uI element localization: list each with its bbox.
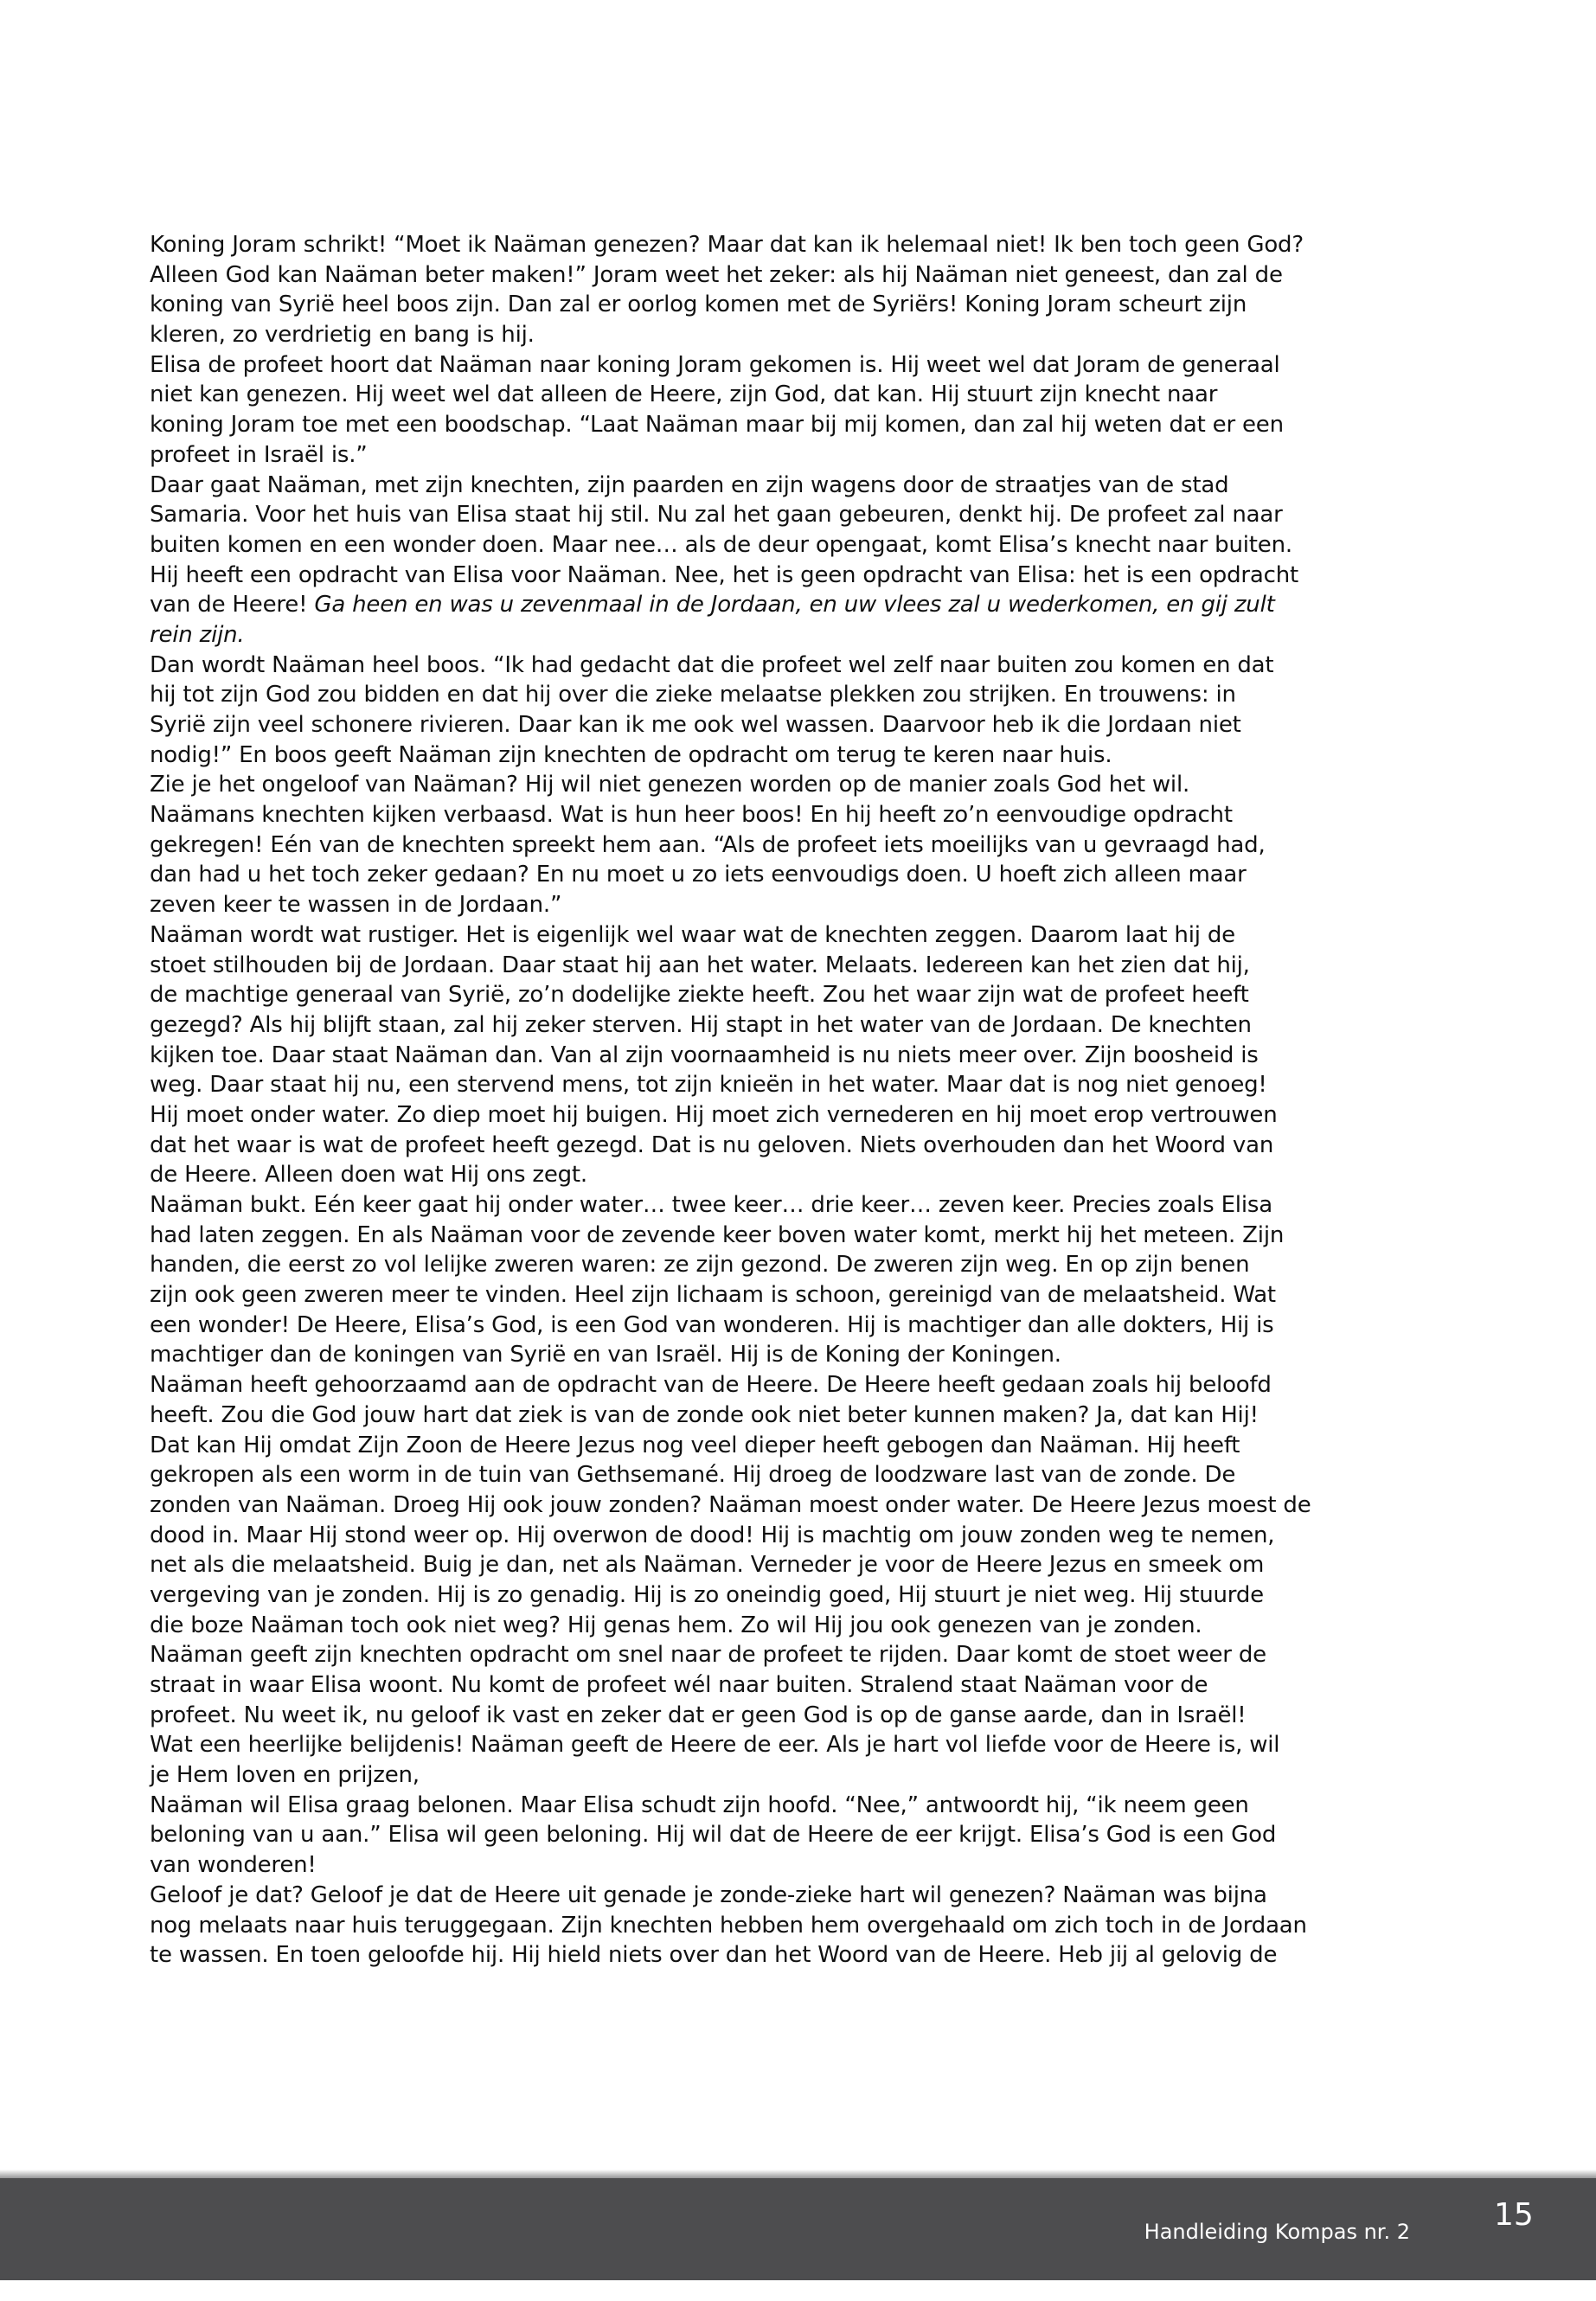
text-line bbox=[150, 1250, 1447, 1280]
text-line-regular: Naäman geeft zijn knechten opdracht om snel naar de profeet te rijden. Daar komt de stoet weer de bbox=[150, 1642, 1266, 1669]
text-line bbox=[150, 1701, 1447, 1731]
text-line-regular: handen, die eerst zo vol lelijke zweren waren: ze zijn gezond. De zweren zijn weg. En op zijn benen bbox=[150, 1252, 1250, 1279]
text-line bbox=[150, 1791, 1447, 1821]
text-line bbox=[150, 1460, 1447, 1490]
text-line-regular: buiten komen en een wonder doen. Maar nee… als de deur opengaat, komt Elisa’s knecht naar buiten. bbox=[150, 531, 1292, 558]
text-line-regular: kijken toe. Daar staat Naäman dan. Van al zijn voornaamheid is nu niets meer over. Zijn boosheid is bbox=[150, 1042, 1259, 1068]
text-line-regular: kleren, zo verdrietig en bang is hij. bbox=[150, 322, 535, 349]
text-line bbox=[150, 1611, 1447, 1641]
text-line-regular: Hij moet onder water. Zo diep moet hij buigen. Hij moet zich vernederen en hij moet erop vertrouwen bbox=[150, 1101, 1278, 1128]
text-line bbox=[150, 410, 1447, 440]
text-line bbox=[150, 1010, 1447, 1041]
text-line-regular: Dan wordt Naäman heel boos. “Ik had gedacht dat die profeet wel zelf naar buiten zou komen en dat bbox=[150, 651, 1274, 678]
text-line bbox=[150, 290, 1447, 320]
text-line bbox=[150, 260, 1447, 291]
text-line-regular: nodig!” En boos geeft Naäman zijn knechten de opdracht om terug te keren naar huis. bbox=[150, 741, 1112, 768]
text-line-regular: die boze Naäman toch ook niet weg? Hij genas hem. Zo wil Hij jou ook genezen van je zonden. bbox=[150, 1612, 1202, 1638]
text-line bbox=[150, 1490, 1447, 1521]
footer-title: Handleiding Kompas nr. 2 bbox=[1144, 2220, 1410, 2244]
text-line bbox=[150, 770, 1447, 800]
text-line bbox=[150, 380, 1447, 410]
text-line-regular: stoet stilhouden bij de Jordaan. Daar staat hij aan het water. Melaats. Iedereen kan het zien dat hij, bbox=[150, 952, 1250, 978]
text-line bbox=[150, 500, 1447, 530]
text-line bbox=[150, 1580, 1447, 1611]
text-line-regular: gekropen als een worm in de tuin van Gethsemané. Hij droeg de loodzware last van de zonde. De bbox=[150, 1462, 1236, 1489]
text-line bbox=[150, 951, 1447, 981]
text-line-regular: Dat kan Hij omdat Zijn Zoon de Heere Jezus nog veel dieper heeft gebogen dan Naäman. Hij heeft bbox=[150, 1432, 1240, 1458]
text-line-regular: Syrië zijn veel schonere rivieren. Daar kan ik me ook wel wassen. Daarvoor heb ik die Jordaan niet bbox=[150, 712, 1241, 738]
text-line bbox=[150, 680, 1447, 710]
text-line bbox=[150, 1911, 1447, 1941]
text-line bbox=[150, 890, 1447, 920]
text-line-regular: zeven keer te wassen in de Jordaan.” bbox=[150, 892, 562, 919]
text-line-regular: een wonder! De Heere, Elisa’s God, is een God van wonderen. Hij is machtiger dan alle dokters, Hij is bbox=[150, 1311, 1274, 1338]
body-text bbox=[150, 230, 1447, 1971]
text-line bbox=[150, 590, 1447, 620]
text-line bbox=[150, 1881, 1447, 1911]
text-line bbox=[150, 1340, 1447, 1370]
text-line-regular: gezegd? Als hij blijft staan, zal hij zeker sterven. Hij stapt in het water van de Jordaan. De knechten bbox=[150, 1011, 1252, 1038]
text-line-regular: Elisa de profeet hoort dat Naäman naar koning Joram gekomen is. Hij weet wel dat Joram de generaal bbox=[150, 351, 1280, 378]
text-line-regular: dat het waar is wat de profeet heeft gezegd. Dat is nu geloven. Niets overhouden dan het Woord van bbox=[150, 1131, 1274, 1158]
text-line-regular: Koning Joram schrikt! “Moet ik Naäman genezen? Maar dat kan ik helemaal niet! Ik ben toch geen God? bbox=[150, 232, 1304, 258]
text-line bbox=[150, 1100, 1447, 1131]
text-line bbox=[150, 1221, 1447, 1251]
text-line-regular: Alleen God kan Naäman beter maken!” Joram weet het zeker: als hij Naäman niet geneest, dan zal de bbox=[150, 261, 1283, 288]
text-line-regular: gekregen! Eén van de knechten spreekt hem aan. “Als de profeet iets moeilijks van u gevraagd had, bbox=[150, 831, 1266, 858]
text-line bbox=[150, 1370, 1447, 1400]
text-line-regular: je Hem loven en prijzen, bbox=[150, 1762, 420, 1789]
text-line bbox=[150, 1041, 1447, 1071]
page-number: 15 bbox=[1494, 2197, 1534, 2233]
text-line-regular: Naäman heeft gehoorzaamd aan de opdracht van de Heere. De Heere heeft gedaan zoals hij beloofd bbox=[150, 1372, 1272, 1399]
text-line-regular: beloning van u aan.” Elisa wil geen beloning. Hij wil dat de Heere de eer krijgt. Elisa’s God is een God bbox=[150, 1822, 1277, 1849]
text-line-regular: Naäman wil Elisa graag belonen. Maar Elisa schudt zijn hoofd. “Nee,” antwoordt hij, “ik neem geen bbox=[150, 1791, 1249, 1818]
text-line bbox=[150, 1640, 1447, 1670]
text-line bbox=[150, 1280, 1447, 1311]
text-line-regular: weg. Daar staat hij nu, een stervend mens, tot zijn knieën in het water. Maar dat is nog niet genoeg! bbox=[150, 1072, 1267, 1099]
text-line-regular: Zie je het ongeloof van Naäman? Hij wil niet genezen worden op de manier zoals God het wil. bbox=[150, 772, 1190, 798]
text-line-regular: Hij heeft een opdracht van Elisa voor Naäman. Nee, het is geen opdracht van Elisa: het is een opdracht bbox=[150, 561, 1299, 588]
text-line bbox=[150, 980, 1447, 1010]
text-line bbox=[150, 1070, 1447, 1100]
text-line-italic: Ga heen en was u zevenmaal in de Jordaan, en uw vlees zal u wederkomen, en gij zult bbox=[314, 592, 1275, 619]
text-line bbox=[150, 1820, 1447, 1850]
text-line bbox=[150, 1940, 1447, 1971]
text-line-regular: Naämans knechten kijken verbaasd. Wat is hun heer boos! En hij heeft zo’n eenvoudige opdracht bbox=[150, 802, 1233, 829]
text-line bbox=[150, 561, 1447, 591]
text-line bbox=[150, 1760, 1447, 1791]
text-line bbox=[150, 1730, 1447, 1760]
text-line bbox=[150, 320, 1447, 350]
text-line-italic: rein zijn. bbox=[150, 621, 245, 648]
text-line bbox=[150, 1190, 1447, 1221]
text-line-regular: net als die melaatsheid. Buig je dan, net als Naäman. Verneder je voor de Heere Jezus en smeek om bbox=[150, 1552, 1265, 1579]
text-line-regular: vergeving van je zonden. Hij is zo genadig. Hij is zo oneindig goed, Hij stuurt je niet weg. Hij stuurde bbox=[150, 1581, 1264, 1608]
text-line bbox=[150, 620, 1447, 651]
text-line-regular: heeft. Zou die God jouw hart dat ziek is van de zonde ook niet beter kunnen maken? Ja, dat kan Hij! bbox=[150, 1401, 1259, 1428]
text-line bbox=[150, 230, 1447, 260]
text-line-regular: niet kan genezen. Hij weet wel dat alleen de Heere, zijn God, dat kan. Hij stuurt zijn knecht naar bbox=[150, 381, 1218, 408]
text-line-regular: machtiger dan de koningen van Syrië en van Israël. Hij is de Koning der Koningen. bbox=[150, 1342, 1061, 1368]
text-line-regular: Daar gaat Naäman, met zijn knechten, zijn paarden en zijn wagens door de straatjes van de stad bbox=[150, 471, 1229, 498]
text-line bbox=[150, 1431, 1447, 1461]
text-line-regular: profeet. Nu weet ik, nu geloof ik vast en zeker dat er geen God is op de ganse aarde, dan in Israël! bbox=[150, 1702, 1247, 1728]
text-line-regular: Samaria. Voor het huis van Elisa staat hij stil. Nu zal het gaan gebeuren, denkt hij. De profeet zal naar bbox=[150, 502, 1283, 529]
text-line bbox=[150, 651, 1447, 681]
text-line bbox=[150, 1400, 1447, 1431]
page-footer bbox=[0, 2178, 1596, 2280]
text-line bbox=[150, 530, 1447, 561]
text-line bbox=[150, 740, 1447, 771]
text-line-regular: Naäman bukt. Eén keer gaat hij onder water… twee keer… drie keer… zeven keer. Precies zoals Elisa bbox=[150, 1192, 1272, 1218]
text-line-regular: nog melaats naar huis teruggegaan. Zijn knechten hebben hem overgehaald om zich toch in de Jordaan bbox=[150, 1912, 1307, 1939]
text-line bbox=[150, 1521, 1447, 1551]
text-line-regular: zijn ook geen zweren meer te vinden. Heel zijn lichaam is schoon, gereinigd van de melaatsheid. Wat bbox=[150, 1282, 1276, 1309]
text-line bbox=[150, 1550, 1447, 1580]
text-line-regular: de machtige generaal van Syrië, zo’n dodelijke ziekte heeft. Zou het waar zijn wat de profeet heeft bbox=[150, 982, 1249, 1009]
text-line-regular: straat in waar Elisa woont. Nu komt de profeet wél naar buiten. Stralend staat Naäman voor de bbox=[150, 1672, 1208, 1698]
text-line bbox=[150, 1670, 1447, 1701]
text-line-regular: koning van Syrië heel boos zijn. Dan zal er oorlog komen met de Syriërs! Koning Joram scheurt zijn bbox=[150, 292, 1247, 318]
text-line bbox=[150, 350, 1447, 381]
text-line bbox=[150, 800, 1447, 830]
text-line bbox=[150, 710, 1447, 740]
text-line bbox=[150, 1131, 1447, 1161]
text-line-regular: dood in. Maar Hij stond weer op. Hij overwon de dood! Hij is machtig om jouw zonden weg te nemen, bbox=[150, 1522, 1275, 1548]
text-line-regular: zonden van Naäman. Droeg Hij ook jouw zonden? Naäman moest onder water. De Heere Jezus moest de bbox=[150, 1491, 1311, 1518]
text-line-regular: van de Heere! bbox=[150, 592, 315, 619]
text-line-regular: Naäman wordt wat rustiger. Het is eigenlijk wel waar wat de knechten zeggen. Daarom laat hij de bbox=[150, 921, 1235, 948]
text-line bbox=[150, 440, 1447, 471]
text-line-regular: hij tot zijn God zou bidden en dat hij over die zieke melaatse plekken zou strijken. En trouwens: in bbox=[150, 682, 1236, 708]
text-line-regular: koning Joram toe met een boodschap. “Laat Naäman maar bij mij komen, dan zal hij weten dat er een bbox=[150, 412, 1284, 439]
text-line-regular: had laten zeggen. En als Naäman voor de zevende keer boven water komt, merkt hij het meteen. Zijn bbox=[150, 1221, 1285, 1248]
text-line-regular: profeet in Israël is.” bbox=[150, 441, 368, 468]
text-line-regular: de Heere. Alleen doen wat Hij ons zegt. bbox=[150, 1162, 587, 1189]
text-line-regular: van wonderen! bbox=[150, 1852, 317, 1879]
text-line-regular: Geloof je dat? Geloof je dat de Heere uit genade je zonde-zieke hart wil genezen? Naäman was bijna bbox=[150, 1881, 1267, 1908]
text-line-regular: Wat een heerlijke belijdenis! Naäman geeft de Heere de eer. Als je hart vol liefde voor de Heere is, wil bbox=[150, 1732, 1280, 1759]
text-line bbox=[150, 1850, 1447, 1881]
text-line bbox=[150, 1160, 1447, 1190]
text-line-regular: te wassen. En toen geloofde hij. Hij hield niets over dan het Woord van de Heere. Heb jij al gelovig de bbox=[150, 1942, 1278, 1969]
text-line bbox=[150, 830, 1447, 861]
text-line bbox=[150, 1311, 1447, 1341]
text-line-regular: dan had u het toch zeker gedaan? En nu moet u zo iets eenvoudigs doen. U hoeft zich alleen maar bbox=[150, 862, 1247, 888]
text-line bbox=[150, 920, 1447, 951]
text-line bbox=[150, 471, 1447, 501]
text-line bbox=[150, 860, 1447, 890]
